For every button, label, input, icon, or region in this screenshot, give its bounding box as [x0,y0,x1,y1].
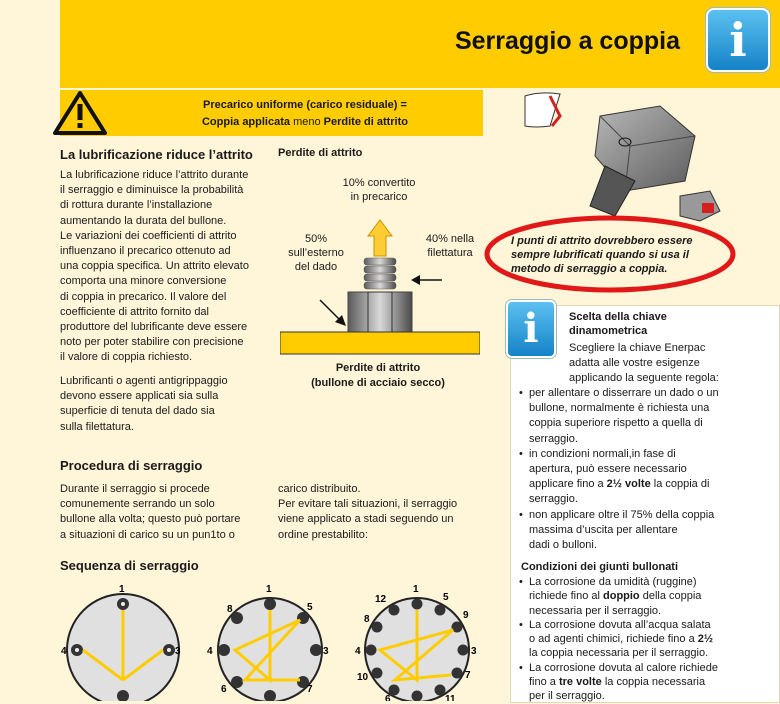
callout-text: I punti di attrito dovrebbero essere sempre lubrificati quando si usa il metodo di serraggio a coppia. [511,235,693,275]
svg-text:5: 5 [307,602,313,613]
flange-4-bolt [55,580,205,701]
lubrication-paragraph-2: Lubrificanti o agenti antigrippaggio devono essere applicati sia sulla superficie di tenuta del dado sia sulla filettatura. [60,375,228,433]
svg-text:8: 8 [227,604,233,615]
warning-icon [52,90,108,136]
flange4-label-4: 4 [61,646,67,657]
svg-text:12: 12 [375,594,387,605]
svg-text:5: 5 [443,592,449,603]
list-item: • per allentare o disserrare un dado o un bullone, normalmente è richiesta una coppia superiore rispetto a quella di serraggio. [517,386,775,447]
svg-text:8: 8 [364,614,370,625]
svg-text:3: 3 [323,646,329,657]
svg-text:7: 7 [307,684,313,695]
svg-text:11: 11 [445,694,456,701]
bolt-friction-illustration [280,210,480,360]
procedure-col-2: carico distribuito. Per evitare tali situazioni, il serraggio viene applicato a stadi seguendo un ordine prestabilito: [278,483,458,541]
flange-8-bolt [205,580,355,701]
friction-diagram-heading: Perdite di attrito [278,147,363,159]
sequence-heading: Sequenza di serraggio [60,558,199,573]
info-icon: i [706,8,770,72]
joints-heading: Condizioni dei giunti bullonati [521,561,679,573]
list-item: • La corrosione dovuta al calore richiede fino a tre volte la coppia necessaria per il serraggio. [517,661,775,704]
svg-text:3: 3 [471,646,477,657]
sidebar-intro: Scegliere la chiave Enerpac adatta alle vostre esigenze applicando la seguente regola: [569,342,719,385]
svg-text:7: 7 [465,670,471,681]
list-item: • in condizioni normali,in fase di apertura, può essere necessario applicare fino a 2½ volte la coppia di serraggio. [517,447,775,508]
svg-text:4: 4 [355,646,361,657]
procedure-col-1: Durante il serraggio si procede comunemente serrando un solo bullone alla volta; questo può portare a situazioni di carico su un pun1to o [60,483,241,541]
list-item: • La corrosione dovuta all’acqua salata o ad agenti chimici, richiede fino a 2½ la coppia necessaria per il serraggio. [517,618,775,661]
warning-text: Precarico uniforme (carico residuale) = Coppia applicata meno Perdite di attrito [201,99,408,128]
list-item: • non applicare oltre il 75% della coppia massima d’uscita per allentare dadi o bulloni. [517,508,775,554]
friction-left-label: 50% sull’esterno del dado [288,233,344,273]
svg-text:1: 1 [413,584,419,595]
flange4-label-1: 1 [119,584,125,595]
sidebar-title: Scelta della chiave dinamometrica [569,311,667,337]
sidebar-rules-list [517,386,775,553]
svg-text:9: 9 [463,610,469,621]
lubrication-paragraph-1: La lubrificazione riduce l’attrito durante il serraggio e diminuisce la probabilità di rottura durante l’installazione aumentando la durata del bullone. Le variazioni dei coefficienti di attrito influenzano il precarico ottenuto ad una coppia specifica. Un attrito elevato comporta una minore conversione di coppia in precarico. Il valore del coefficiente di attrito fornito dal produttore del lubrificante deve essere noto per poter stabilire con precisione il valore di coppia richiesto. [60,169,249,364]
joints-list [517,575,775,704]
procedure-heading: Procedura di serraggio [60,458,203,473]
friction-diagram-caption: Perdite di attrito (bullone di acciaio secco) [311,362,445,389]
info-icon: i [506,300,556,358]
list-item: • La corrosione da umidità (ruggine) richiede fino al doppio della coppia necessaria per il serraggio. [517,575,775,618]
lubrication-heading: La lubrificazione riduce l’attrito [60,147,253,162]
svg-text:1: 1 [266,584,272,595]
flange-12-bolt [355,580,505,701]
friction-right-label: 40% nella filettatura [425,233,475,259]
friction-top-label: 10% convertito in precarico [342,177,416,203]
svg-text:4: 4 [207,646,213,657]
svg-text:6: 6 [221,684,227,695]
svg-text:6: 6 [385,694,391,701]
flange4-label-3: 3 [175,646,181,657]
svg-text:10: 10 [357,672,369,683]
page-title: Serraggio a coppia [454,27,680,55]
